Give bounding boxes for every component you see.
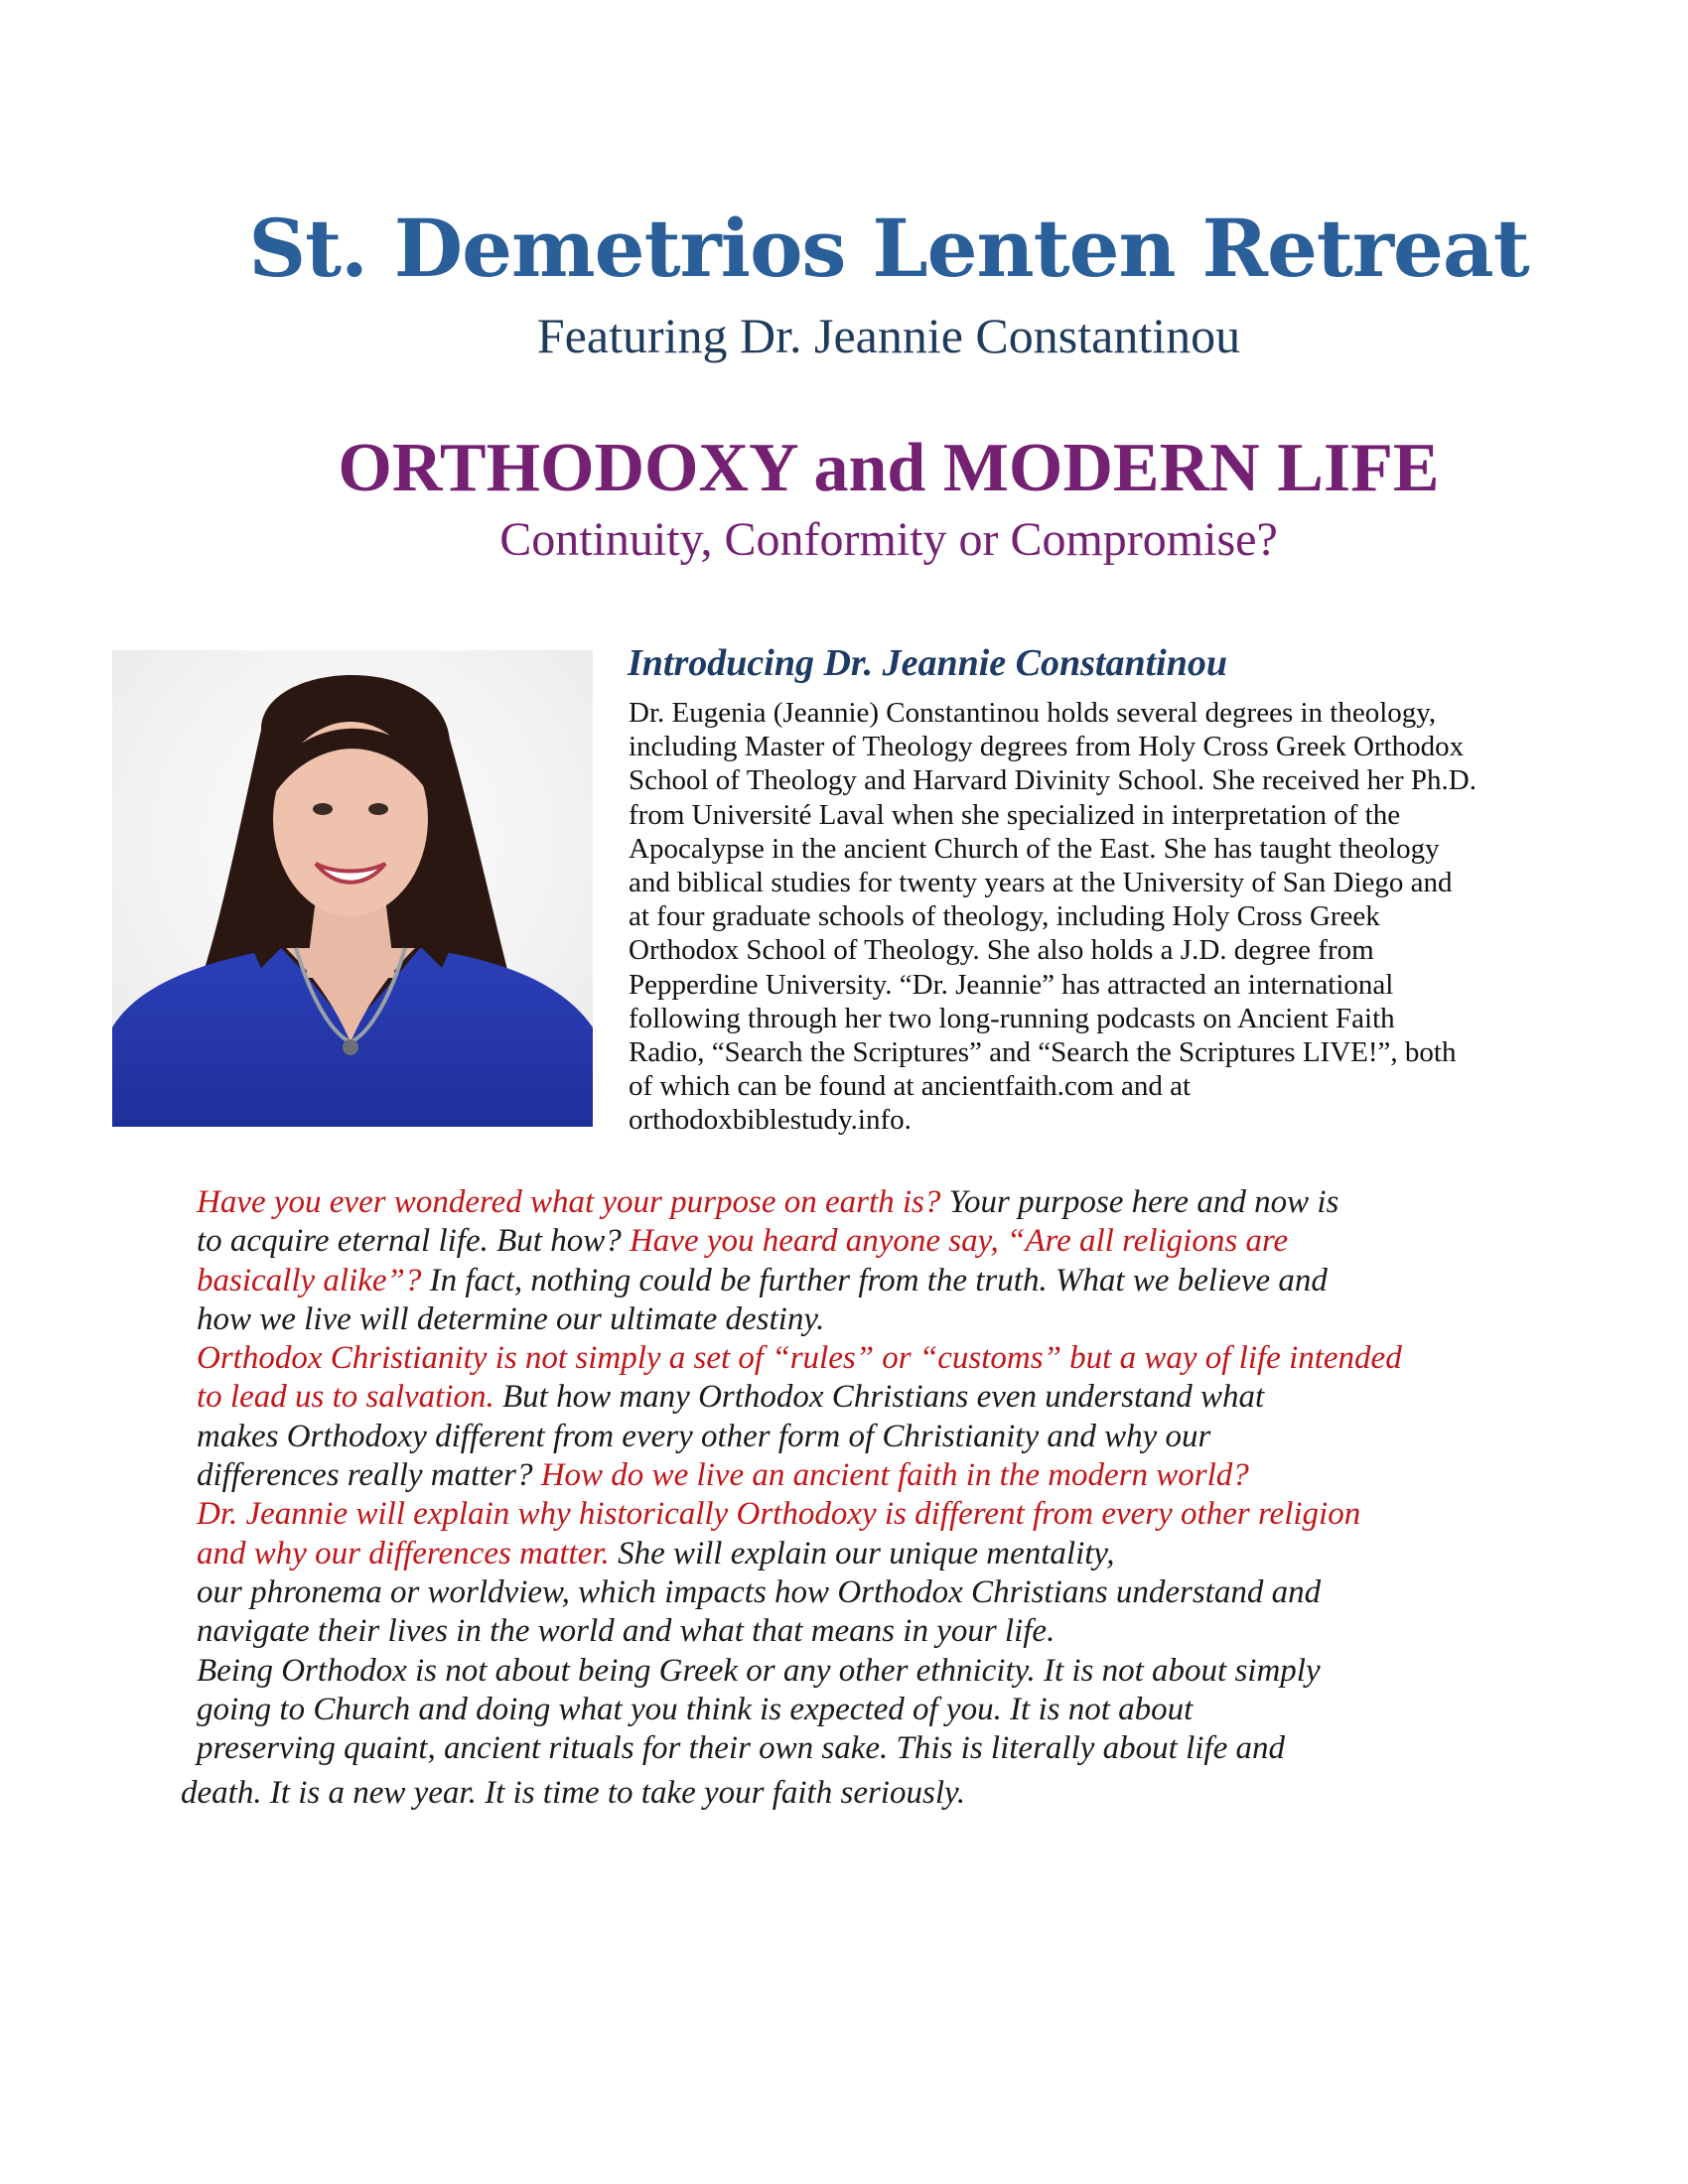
description-line: Dr. Jeannie will explain why historically Orthodoxy is different from every other religion bbox=[197, 1496, 1361, 1533]
bio-line: from Université Laval when she specialized in interpretation of the bbox=[629, 798, 1401, 831]
description-line: how we live will determine our ultimate destiny. bbox=[197, 1300, 825, 1337]
bio-line: and biblical studies for twenty years at the University of San Diego and bbox=[629, 867, 1453, 899]
emphasis-text: to lead us to salvation. bbox=[197, 1379, 494, 1416]
topic-headline: ORTHODOXY and MODERN LIFE bbox=[338, 430, 1440, 506]
retreat-title: St. Demetrios Lenten Retreat bbox=[248, 202, 1529, 295]
speaker-portrait-illustration bbox=[112, 650, 593, 1127]
emphasis-text: and why our differences matter. bbox=[197, 1535, 610, 1571]
description-line: Orthodox Christianity is not simply a set of “rules” or “customs” but a way of life intended bbox=[197, 1340, 1402, 1377]
plain-text: Your purpose here and now is bbox=[940, 1184, 1339, 1220]
speaker-portrait bbox=[112, 650, 593, 1127]
description-line: going to Church and doing what you think is expected of you. It is not about bbox=[197, 1691, 1194, 1727]
bio-line: of which can be found at ancientfaith.com and at bbox=[629, 1070, 1192, 1103]
description-line: our phronema or worldview, which impacts how Orthodox Christians understand and bbox=[197, 1573, 1322, 1610]
emphasis-text: Have you heard anyone say, “Are all religions are bbox=[629, 1223, 1289, 1260]
speaker-bio bbox=[629, 696, 1681, 1138]
emphasis-text: Have you ever wondered what your purpose on earth is? bbox=[197, 1184, 941, 1220]
emphasis-text: How do we live an ancient faith in the modern world? bbox=[540, 1457, 1249, 1494]
bio-line: Radio, “Search the Scriptures” and “Search the Scriptures LIVE!”, both bbox=[629, 1036, 1457, 1069]
description-line bbox=[197, 1222, 1487, 1261]
bio-line: School of Theology and Harvard Divinity School. She received her Ph.D. bbox=[629, 764, 1477, 797]
topic-tagline: Continuity, Conformity or Compromise? bbox=[499, 513, 1278, 566]
plain-text: differences really matter? bbox=[197, 1457, 541, 1494]
intro-heading: Introducing Dr. Jeannie Constantinou bbox=[628, 642, 1227, 684]
bio-line: including Master of Theology degrees from Holy Cross Greek Orthodox bbox=[629, 731, 1465, 763]
description-line: preserving quaint, ancient rituals for their own sake. This is literally about life and bbox=[197, 1730, 1285, 1767]
plain-text: In fact, nothing could be further from the truth. What we believe and bbox=[421, 1262, 1328, 1298]
description-line: death. It is a new year. It is time to take your faith seriously. bbox=[181, 1775, 966, 1812]
bio-line: Dr. Eugenia (Jeannie) Constantinou holds several degrees in theology, bbox=[629, 697, 1437, 729]
emphasis-text: basically alike”? bbox=[197, 1262, 422, 1298]
description-line bbox=[197, 1456, 1487, 1495]
description-line: Being Orthodox is not about being Greek or any other ethnicity. It is not about simply bbox=[197, 1652, 1321, 1689]
bio-line: Apocalypse in the ancient Church of the East. She has taught theology bbox=[629, 832, 1440, 865]
bio-line: orthodoxbiblestudy.info. bbox=[629, 1104, 912, 1137]
plain-text: But how many Orthodox Christians even understand what bbox=[493, 1379, 1265, 1416]
bio-line: at four graduate schools of theology, including Holy Cross Greek bbox=[629, 900, 1380, 933]
retreat-description bbox=[181, 1183, 1487, 1814]
description-line bbox=[197, 1183, 1487, 1222]
description-line: navigate their lives in the world and what that means in your life. bbox=[197, 1613, 1055, 1650]
bio-line: Orthodox School of Theology. She also holds a J.D. degree from bbox=[629, 934, 1374, 967]
bio-line: following through her two long-running podcasts on Ancient Faith bbox=[629, 1002, 1395, 1034]
description-line bbox=[197, 1378, 1487, 1417]
plain-text: to acquire eternal life. But how? bbox=[197, 1223, 630, 1260]
description-line bbox=[197, 1262, 1487, 1300]
description-line bbox=[197, 1535, 1487, 1573]
plain-text: She will explain our unique mentality, bbox=[609, 1535, 1115, 1571]
bio-line: Pepperdine University. “Dr. Jeannie” has attracted an international bbox=[629, 968, 1394, 1001]
featuring-subtitle: Featuring Dr. Jeannie Constantinou bbox=[536, 308, 1241, 363]
description-line: makes Orthodoxy different from every other form of Christianity and why our bbox=[197, 1418, 1211, 1454]
